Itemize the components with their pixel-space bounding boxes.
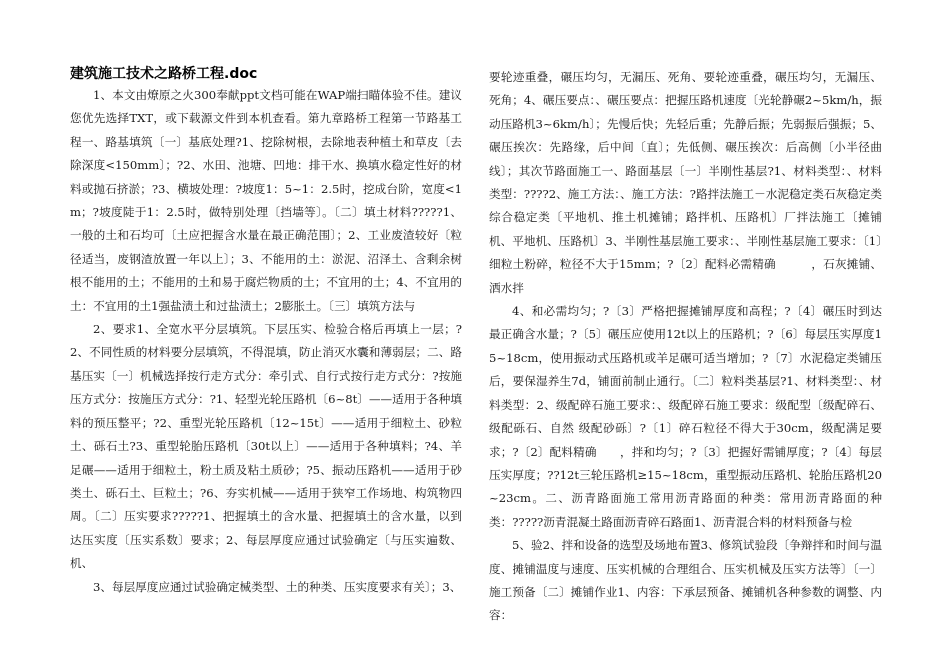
paragraph: 要轮迹重叠，碾压均匀，无漏压、死角、要轮迹重叠，碾压均匀，无漏压、死角；4、碾压要点：、碾压要点：把握压路机速度〔光轮静碾2~5km/h，振动压路机3~6km/h〕；先慢后快；先轻后重；先静后振；先弱振后强振；5、碾压挨次：先路缘，后中间〔直〕；先低侧、碾压挨次：后高侧〔小半径曲线〕；其次节路面施工一、路面基层〔一〕半刚性基层?1、材料类型：、材料类型：????2、施工方法：、施工方法：?路拌法施工－水泥稳定类石灰稳定类综合稳定类〔平地机、推土机摊铺；路拌机、压路机〕厂拌法施工〔摊铺机、平地机、压路机〕3、半刚性基层施工要求：、半刚性基层施工要求：〔1〕细粒土粉碎，粒径不大于15mm；?〔2〕配料必需精确 ，石灰摊铺、洒水拌 xyxy=(489,70,882,295)
right-column xyxy=(489,66,882,628)
paragraph: 2、要求1、全宽水平分层填筑。下层压实、检验合格后再填上一层；?2、不同性质的材料要分层填筑，不得混填，防止消灭水囊和薄弱层；二、路基压实〔一〕机械选择按行走方式分：牵引式、自行式按行走方式分：?按施压方式分：按施压方式分：?1、轻型光轮压路机〔6~8t〕——适用于各种填料的预压整平；?2、重型光轮压路机〔12~15t〕——适用于细粒土、砂粒土、砾石土?3、重型轮胎压路机〔30t以上〕——适用于各种填料；?4、羊足碾——适用于细粒土，粉土质及粘土质砂；?5、振动压路机——适用于砂类土、砾石土、巨粒土；?6、夯实机械——适用于狭窄工作场地、构筑物四周。〔二〕压实要求?????1、把握填土的含水量、把握填土的含水量，以到达压实度〔压实系数〕要求；2、每层厚度应通过试验确定〔与压实遍数、机、 xyxy=(70,322,462,571)
document-title: 建筑施工技术之路桥工程.doc xyxy=(70,66,258,82)
left-column xyxy=(70,64,462,599)
paragraph: 1、本文由燎原之火300奉献ppt文档可能在WAP端扫瞄体验不佳。建议您优先选择TXT，或下载源文件到本机查看。第九章路桥工程第一节路基工程一、路基填筑〔一〕基底处理?1、挖除树根，去除地表种植土和草皮〔去除深度<150mm〕；?2、水田、池塘、凹地：排干水、换填水稳定性好的材料或抛石挤淤；?3、横坡处理：?坡度1：5~1：2.5时，挖成台阶，宽度<1m；?坡度陡于1：2.5时，做特别处理〔挡墙等〕。〔二〕填土材料?????1、一般的土和石均可〔土应把握含水量在最正确范围〕；2、工业废渣较好〔粒径适当，废钢渣放置一年以上〕；3、不能用的土：淤泥、沼泽土、含剩余树根不能用的土；不能用的土和易于腐烂物质的土；不宜用的土；4、不宜用的土：不宜用的土1强盐渍土和过盐渍土；2膨胀土。〔三〕填筑方法与 xyxy=(70,88,462,313)
paragraph: 3、每层厚度应通过试验确定械类型、土的种类、压实度要求有关〕；3、 xyxy=(93,579,462,594)
paragraph: 5、验2、拌和设备的选型及场地布置3、修筑试验段〔争辩拌和时间与温度、摊铺温度与速度、压实机械的合理组合、压实机械及压实方法等〕〔一〕施工预备〔二〕摊铺作业1、内容：下承层预备、摊铺机各种参数的调整、内容： xyxy=(489,538,882,623)
paragraph: 4、和必需均匀；?〔3〕严格把握摊铺厚度和高程；?〔4〕碾压时到达最正确含水量；?〔5〕碾压应使用12t以上的压路机；?〔6〕每层压实厚度15~18cm，使用振动式压路机或羊足碾可适当增加；?〔7〕水泥稳定类铺压后，要保湿养生7d，铺面前制止通行。〔二〕粒料类基层?1、材料类型：、材料类型：2、级配碎石施工要求：、级配碎石施工要求：级配型〔级配碎石、级配砾石、自然 级配砂砾〕?〔1〕碎石粒径不得大于30cm，级配满足要求；?〔2〕配料精确 ，拌和均匀；?〔3〕把握好需铺厚度；?〔4〕每层压实厚度；??12t三轮压路机≥15~18cm，重型振动压路机、轮胎压路机20~23cm。二、沥青路面施工常用沥青路面的种类：常用沥青路面的种类：?????沥青混凝土路面沥青碎石路面1、沥青混合料的材料预备与检 xyxy=(489,304,882,529)
